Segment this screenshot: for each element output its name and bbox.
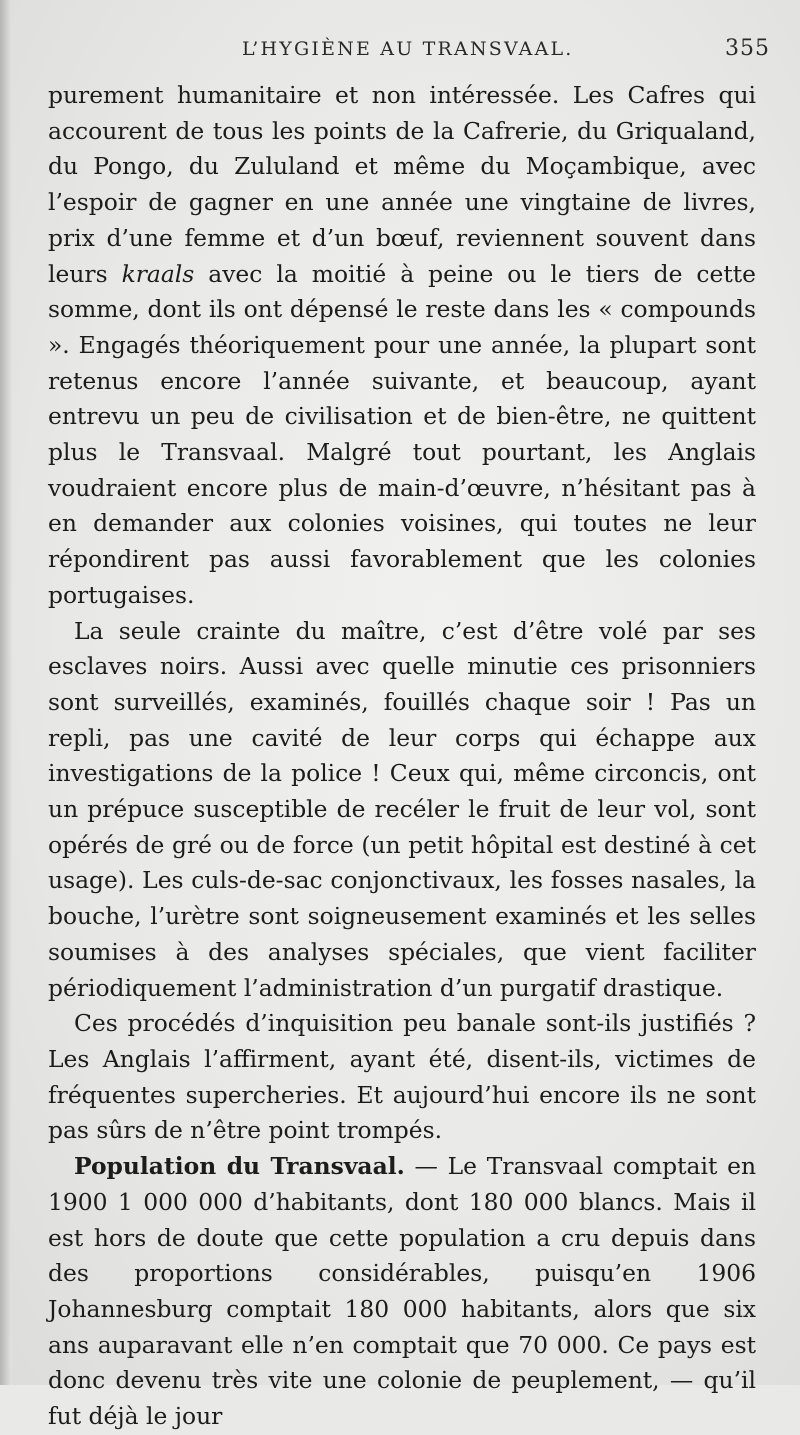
page-header	[0, 34, 800, 64]
page-number: 355	[725, 36, 770, 61]
paragraph-1-text-a: purement humanitaire et non intéressée. Les Cafres qui accourent de tous les points de la Cafrerie, du Griqualand, du Pongo, du Zululand et même du Moçambique, avec l’espoir de gagner en une année une vingtaine de livres, prix d’une femme et d’un bœuf, reviennent souvent dans leurs	[48, 81, 756, 288]
paragraph-4-text: — Le Transvaal comptait en 1900 1 000 000 d’habitants, dont 180 000 blancs. Mais il est hors de doute que cette population a cru depuis dans des proportions considérables, puisqu’en 1906 Johannesburg comptait 180 000 habitants, alors que six ans auparavant elle n’en comptait que 70 000. Ce pays est donc devenu très vite une colonie de peuplement, — qu’il fut déjà le jour	[48, 1152, 757, 1431]
page-edge-shadow	[0, 0, 12, 1385]
italic-word-kraals: kraals	[121, 259, 195, 288]
paragraph-3: Ces procédés d’inquisition peu banale sont-ils justifiés ? Les Anglais l’affirment, ayant été, disent-ils, victimes de fréquentes supercheries. Et aujourd’hui encore ils ne sont pas sûrs de n’être point trompés.	[48, 1009, 756, 1145]
section-heading: Population du Transvaal.	[74, 1152, 405, 1181]
body-text	[48, 78, 756, 1435]
paragraph-1	[48, 78, 756, 614]
paragraph-4	[48, 1149, 756, 1435]
paragraph-2: La seule crainte du maître, c’est d’être volé par ses esclaves noirs. Aussi avec quelle minutie ces prisonniers sont surveillés, examinés, fouillés chaque soir ! Pas un repli, pas une cavité de leur corps qui échappe aux investigations de la police ! Ceux qui, même circoncis, ont un prépuce susceptible de recéler le fruit de leur vol, sont opérés de gré ou de force (un petit hôpital est destiné à cet usage). Les culs-de-sac conjonctivaux, les fosses nasales, la bouche, l’urètre sont soigneusement examinés et les selles soumises à des analyses spéciales, que vient faciliter périodiquement l’administration d’un purgatif drastique.	[48, 616, 756, 1002]
paragraph-1-text-b: avec la moitié à peine ou le tiers de cette somme, dont ils ont dépensé le reste dans les « compounds ». Engagés théoriquement pour une année, la plupart sont retenus encore l’année suivante, et beaucoup, ayant entrevu un peu de civilisation et de bien-être, ne quittent plus le Transvaal. Malgré tout pourtant, les Anglais voudraient encore plus de main-d’œuvre, n’hésitant pas à en demander aux colonies voisines, qui toutes ne leur répondirent pas aussi favorablement que les colonies portugaises.	[48, 259, 756, 609]
running-title: L’HYGIÈNE AU TRANSVAAL.	[242, 38, 574, 60]
